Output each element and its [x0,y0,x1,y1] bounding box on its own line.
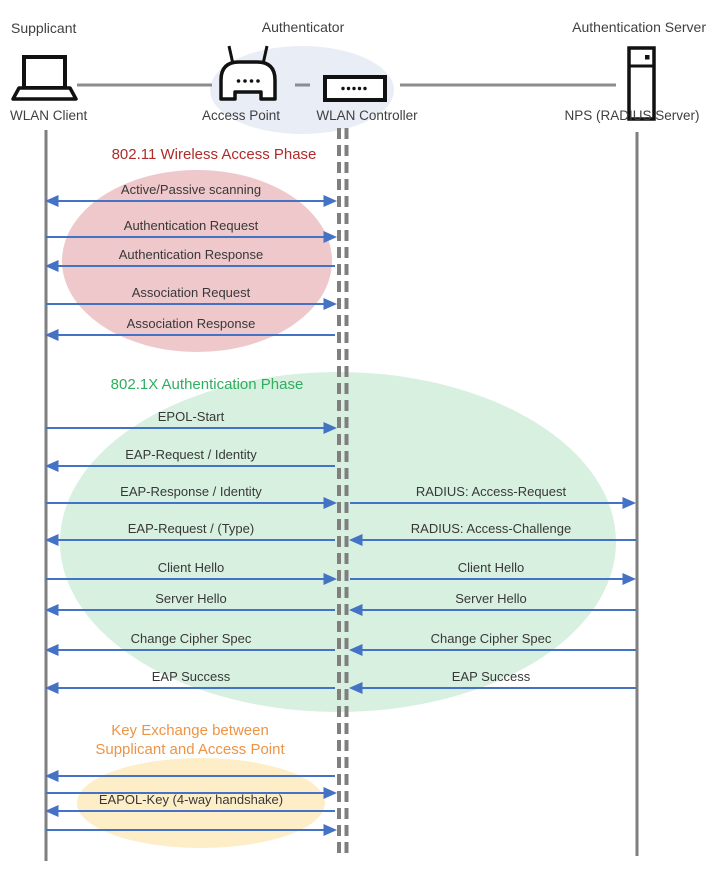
message-association-response: Association Response [126,316,256,331]
phase3-title-line1: Key Exchange between [111,722,269,739]
message-association-request: Association Request [131,285,251,300]
message-active-passive-scanning: Active/Passive scanning [120,182,262,197]
message-eap-success-right: EAP Success [451,669,531,684]
phase1-title: 802.11 Wireless Access Phase [111,146,317,163]
role-authenticator: Authenticator [261,19,345,35]
message-eapol-key-handshake: EAPOL-Key (4-way handshake) [98,792,284,807]
message-client-hello-right: Client Hello [457,560,525,575]
message-radius-access-request: RADIUS: Access-Request [415,484,567,499]
message-authentication-response: Authentication Response [118,247,264,262]
message-client-hello-left: Client Hello [157,560,225,575]
message-eap-response-identity: EAP-Response / Identity [120,484,262,499]
phase3-title [40,722,340,759]
message-eap-request-type: EAP-Request / (Type) [127,521,255,536]
role-supplicant: Supplicant [11,20,77,36]
message-change-cipher-spec-right: Change Cipher Spec [430,631,552,646]
label-wlan-controller: WLAN Controller [316,108,418,123]
wlan-controller-icon [325,77,385,100]
label-access-point: Access Point [201,108,281,123]
message-eap-success-left: EAP Success [151,669,231,684]
role-authentication-server: Authentication Server [572,19,706,35]
message-server-hello-left: Server Hello [155,591,227,606]
phase3-title-line2: Supplicant and Access Point [95,740,285,758]
phase2-title: 802.1X Authentication Phase [110,376,304,393]
message-authentication-request: Authentication Request [123,218,259,233]
label-wlan-client: WLAN Client [10,108,88,123]
message-eap-request-identity: EAP-Request / Identity [125,447,257,462]
message-change-cipher-spec-left: Change Cipher Spec [130,631,252,646]
message-epol-start: EPOL-Start [157,409,225,424]
message-radius-access-challenge: RADIUS: Access-Challenge [410,521,572,536]
laptop-icon [13,57,76,99]
message-server-hello-right: Server Hello [455,591,527,606]
label-nps-radius-server: NPS (RADIUS Server) [564,108,700,123]
